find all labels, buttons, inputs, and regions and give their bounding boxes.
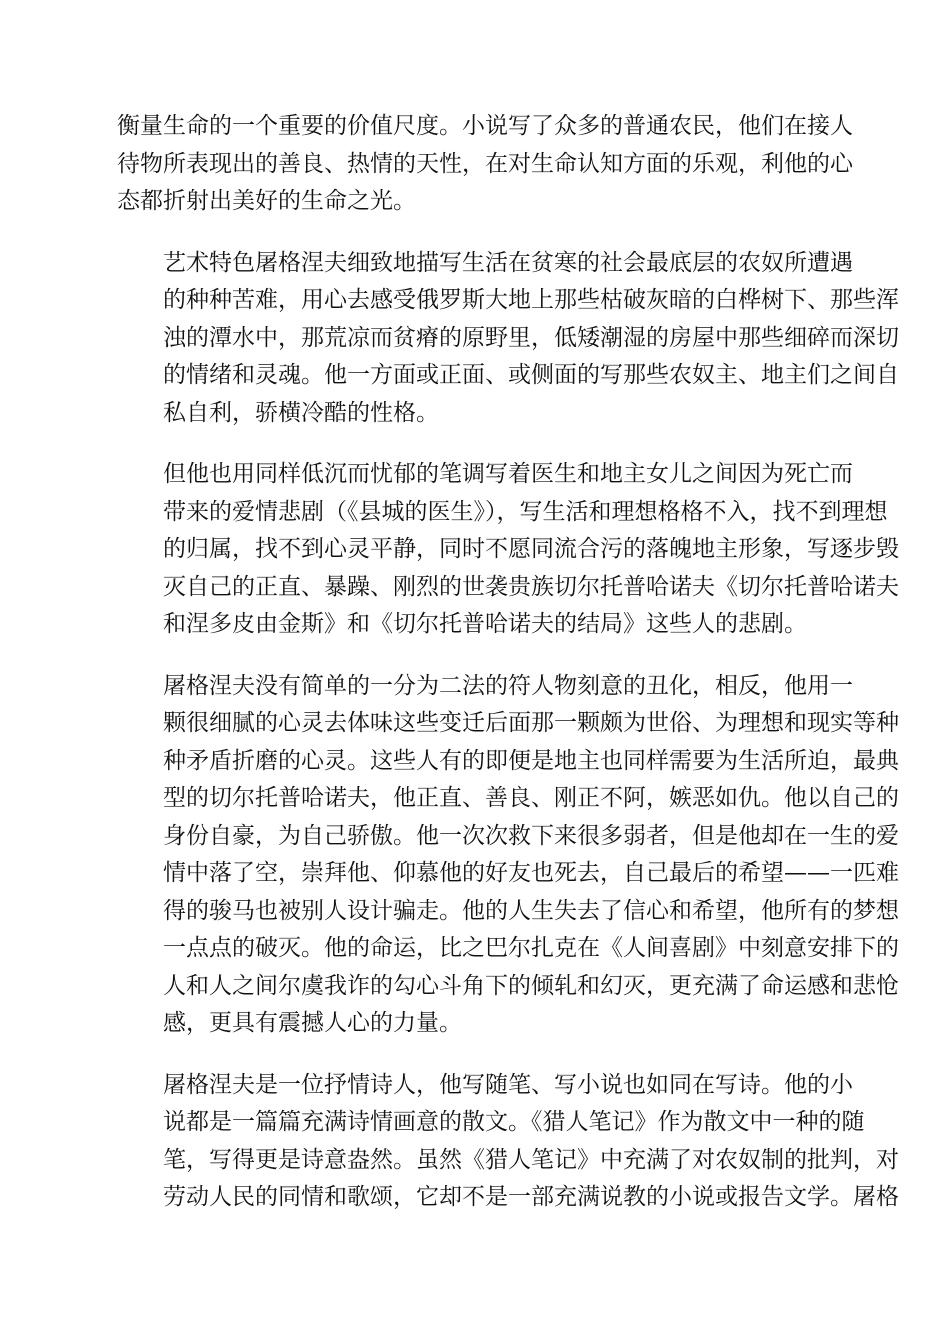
text-line: 得的骏马也被别人设计骗走。他的人生失去了信心和希望，他所有的梦想 (163, 897, 899, 924)
paragraph-1 (117, 108, 853, 221)
text-line: 灭自己的正直、暴躁、刚烈的世袭贵族切尔托普哈诺夫《切尔托普哈诺夫 (163, 573, 899, 600)
text-line: 劳动人民的同情和歌颂，它却不是一部充满说教的小说或报告文学。屠格 (163, 1184, 899, 1210)
text-line: 身份自豪，为自己骄傲。他一次次救下来很多弱者，但是他却在一生的爱 (163, 822, 899, 849)
text-line: 待物所表现出的善良、热情的天性，在对生命认知方面的乐观，利他的心 (117, 150, 853, 177)
text-line: 但他也用同样低沉而忧郁的笔调写着医生和地主女儿之间因为死亡而 (163, 461, 853, 487)
text-line: 说都是一篇篇充满诗情画意的散文。《猎人笔记》作为散文中一种的随 (163, 1109, 865, 1135)
text-line: 屠格涅夫没有简单的一分为二法的符人物刻意的丑化，相反，他用一 (163, 672, 853, 699)
text-line: 情中落了空，崇拜他、仰慕他的好友也死去，自己最后的希望——一匹难 (163, 860, 899, 886)
text-line: 艺术特色屠格涅夫细致地描写生活在贫寒的社会最底层的农奴所遭遇 (163, 249, 853, 276)
text-line: 型的切尔托普哈诺夫，他正直、善良、刚正不阿，嫉恶如仇。他以自己的 (163, 785, 899, 811)
text-line: 颗很细腻的心灵去体味这些变迁后面那一颗颇为世俗、为理想和现实等种 (163, 710, 899, 736)
paragraph-3 (117, 456, 899, 644)
text-line: 一点点的破灭。他的命运，比之巴尔扎克在《人间喜剧》中刻意安排下的 (163, 935, 899, 961)
text-line: 和涅多皮由金斯》和《切尔托普哈诺夫的结局》这些人的悲剧。 (163, 611, 807, 637)
text-line: 衡量生命的一个重要的价值尺度。小说写了众多的普通农民，他们在接人 (117, 113, 853, 139)
text-line: 的种种苦难，用心去感受俄罗斯大地上那些枯破灰暗的白桦树下、那些浑 (163, 287, 899, 313)
text-line: 的情绪和灵魂。他一方面或正面、或侧面的写那些农奴主、地主们之间自 (163, 362, 899, 388)
text-line: 种矛盾折磨的心灵。这些人有的即便是地主也同样需要为生活所迫，最典 (163, 747, 899, 774)
text-line: 的归属，找不到心灵平静，同时不愿同流合污的落魄地主形象，写逐步毁 (163, 536, 899, 562)
text-line: 屠格涅夫是一位抒情诗人，他写随笔、写小说也如同在写诗。他的小 (163, 1071, 853, 1098)
text-line: 私自利，骄横冷酷的性格。 (163, 399, 439, 426)
paragraph-2 (117, 245, 899, 433)
document-body (117, 108, 899, 1241)
text-line: 浊的潭水中，那荒凉而贫瘠的原野里，低矮潮湿的房屋中那些细碎而深切 (163, 324, 899, 351)
text-line: 带来的爱情悲剧（《县城的医生》），写生活和理想格格不入，找不到理想 (163, 498, 888, 525)
text-line: 感，更具有震撼人心的力量。 (163, 1010, 462, 1036)
text-line: 人和人之间尔虞我诈的勾心斗角下的倾轧和幻灭，更充满了命运感和悲怆 (163, 972, 899, 999)
text-line: 笔，写得更是诗意盎然。虽然《猎人笔记》中充满了对农奴制的批判，对 (163, 1146, 899, 1173)
paragraph-4 (117, 668, 899, 1043)
text-line: 态都折射出美好的生命之光。 (117, 188, 416, 214)
paragraph-5 (117, 1067, 899, 1217)
